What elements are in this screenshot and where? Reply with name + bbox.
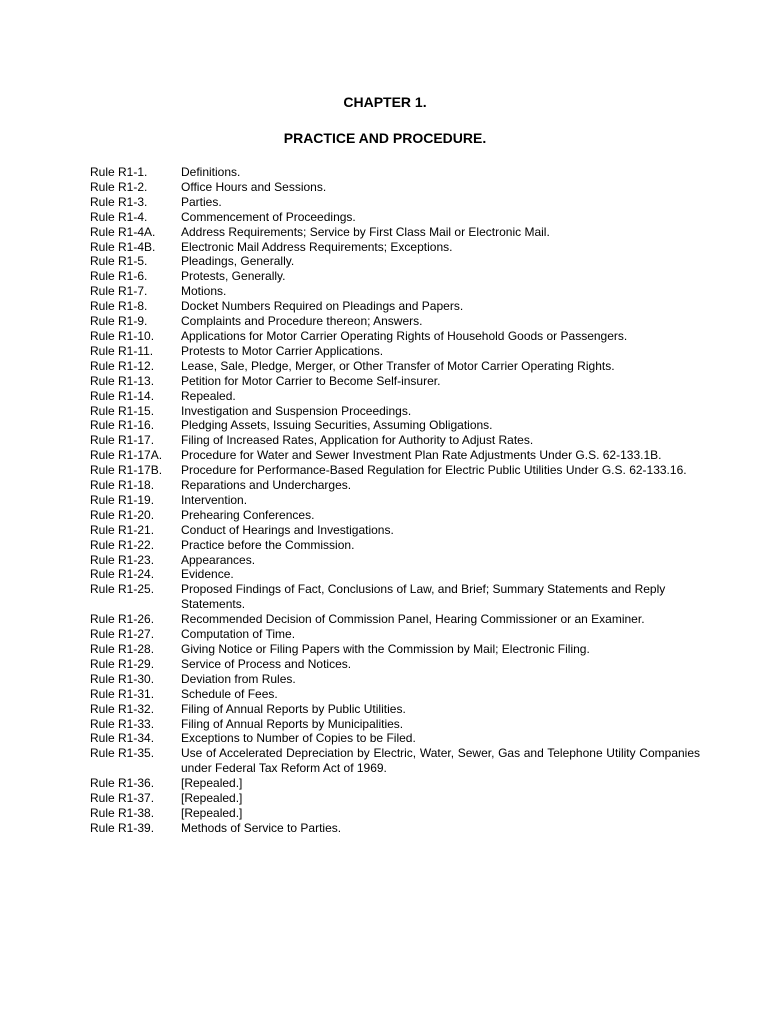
rule-title: Pledging Assets, Issuing Securities, Assuming Obligations. — [181, 418, 493, 433]
rule-title: Conduct of Hearings and Investigations. — [181, 522, 394, 537]
rule-entry — [90, 776, 700, 791]
rule-entry — [90, 404, 700, 419]
rule-number: Rule R1-5. — [90, 254, 148, 269]
rule-title: Complaints and Procedure thereon; Answers. — [181, 314, 423, 329]
rule-entry — [90, 463, 700, 478]
rule-number: Rule R1-4. — [90, 209, 148, 224]
rule-title: Proposed Findings of Fact, Conclusions of Law, and Brief; Summary Statements and Reply Statements. — [181, 582, 666, 612]
rule-title: [Repealed.] — [181, 805, 243, 820]
rule-entry — [90, 672, 700, 687]
rule-entry — [90, 791, 700, 806]
rule-entry — [90, 538, 700, 553]
rule-number: Rule R1-26. — [90, 612, 155, 627]
rule-entry — [90, 284, 700, 299]
rule-entry — [90, 806, 700, 821]
rule-entry — [90, 314, 700, 329]
rule-title: Protests, Generally. — [181, 269, 286, 284]
rule-entry — [90, 553, 700, 568]
rule-entry — [90, 195, 700, 210]
rule-entry — [90, 523, 700, 538]
rule-title: Applications for Motor Carrier Operating Rights of Household Goods or Passengers. — [181, 328, 628, 343]
rule-entry — [90, 389, 700, 404]
rule-number: Rule R1-2. — [90, 179, 148, 194]
rule-number: Rule R1-11. — [90, 343, 154, 358]
rule-entry — [90, 180, 700, 195]
rule-entry — [90, 478, 700, 493]
rule-title: Computation of Time. — [181, 627, 296, 642]
rule-number: Rule R1-6. — [90, 269, 148, 284]
rule-number: Rule R1-16. — [90, 418, 155, 433]
rule-title: Definitions. — [181, 165, 241, 179]
rule-number: Rule R1-15. — [90, 403, 155, 418]
rule-title: Electronic Mail Address Requirements; Exceptions. — [181, 239, 453, 254]
rule-title: Commencement of Proceedings. — [181, 209, 356, 224]
rule-title: Investigation and Suspension Proceedings. — [181, 403, 412, 418]
rule-entry — [90, 746, 700, 776]
rule-entry — [90, 627, 700, 642]
rule-number: Rule R1-17. — [90, 433, 155, 448]
rule-entry — [90, 687, 700, 702]
rule-title: Lease, Sale, Pledge, Merger, or Other Transfer of Motor Carrier Operating Rights. — [181, 358, 615, 373]
rule-entry — [90, 344, 700, 359]
rule-title: Use of Accelerated Depreciation by Electric, Water, Sewer, Gas and Telephone Utility Companies under Federal Tax Reform Act of 1969. — [181, 746, 700, 776]
rule-number: Rule R1-33. — [90, 716, 155, 731]
rule-number: Rule R1-25. — [90, 582, 155, 597]
rule-entry — [90, 821, 700, 836]
rule-title: Methods of Service to Parties. — [181, 820, 342, 835]
rule-title: Schedule of Fees. — [181, 686, 278, 701]
rule-number: Rule R1-13. — [90, 373, 155, 388]
rule-number: Rule R1-3. — [90, 194, 148, 209]
rule-entry — [90, 269, 700, 284]
rule-title: Filing of Annual Reports by Public Utilities. — [181, 701, 406, 716]
rule-number: Rule R1-1. — [90, 165, 148, 179]
rule-entry — [90, 731, 700, 746]
rule-title: Procedure for Water and Sewer Investment Plan Rate Adjustments Under G.S. 62-133.1B. — [181, 448, 662, 463]
rule-title: Address Requirements; Service by First Class Mail or Electronic Mail. — [181, 224, 550, 239]
rule-number: Rule R1-17A. — [90, 448, 163, 463]
rule-number: Rule R1-34. — [90, 731, 155, 746]
rule-number: Rule R1-37. — [90, 791, 155, 806]
rule-number: Rule R1-29. — [90, 656, 155, 671]
rule-entry — [90, 717, 700, 732]
rule-title: Intervention. — [181, 492, 248, 507]
rule-title: [Repealed.] — [181, 776, 243, 791]
rule-number: Rule R1-17B. — [90, 463, 163, 478]
rule-number: Rule R1-23. — [90, 552, 155, 567]
rule-title: Giving Notice or Filing Papers with the Commission by Mail; Electronic Filing. — [181, 642, 590, 656]
rule-entry — [90, 165, 700, 180]
rule-number: Rule R1-36. — [90, 776, 155, 791]
rule-entry — [90, 299, 700, 314]
rule-entry — [90, 493, 700, 508]
rule-number: Rule R1-14. — [90, 388, 155, 403]
rule-title: Parties. — [181, 194, 222, 209]
rule-title: Exceptions to Number of Copies to be Filed. — [181, 731, 416, 746]
rule-number: Rule R1-30. — [90, 671, 155, 686]
rule-number: Rule R1-8. — [90, 299, 148, 314]
rule-entry — [90, 240, 700, 255]
rule-number: Rule R1-9. — [90, 314, 148, 329]
rule-number: Rule R1-21. — [90, 522, 155, 537]
rule-title: Prehearing Conferences. — [181, 507, 315, 522]
rule-number: Rule R1-24. — [90, 567, 155, 582]
rule-entry — [90, 254, 700, 269]
rule-entry — [90, 374, 700, 389]
rule-title: Reparations and Undercharges. — [181, 478, 352, 493]
rule-number: Rule R1-10. — [90, 328, 155, 343]
rule-entry — [90, 508, 700, 523]
rule-title: Service of Process and Notices. — [181, 656, 352, 671]
rule-entry — [90, 582, 700, 612]
rule-title: Repealed. — [181, 388, 236, 403]
rule-number: Rule R1-20. — [90, 507, 155, 522]
rule-number: Rule R1-27. — [90, 627, 155, 642]
rule-entry — [90, 359, 700, 374]
rule-number: Rule R1-38. — [90, 805, 155, 820]
rule-title: Office Hours and Sessions. — [181, 179, 327, 194]
rule-entry — [90, 225, 700, 240]
chapter-title: CHAPTER 1. — [343, 94, 427, 110]
rule-title: Evidence. — [181, 567, 234, 582]
rule-number: Rule R1-28. — [90, 642, 155, 656]
rule-entry — [90, 210, 700, 225]
rule-entry — [90, 612, 700, 627]
rule-title: [Repealed.] — [181, 791, 243, 806]
rule-number: Rule R1-19. — [90, 492, 155, 507]
chapter-subtitle: PRACTICE AND PROCEDURE. — [283, 130, 487, 146]
rule-entry — [90, 433, 700, 448]
rule-number: Rule R1-18. — [90, 478, 155, 493]
rule-entry — [90, 702, 700, 717]
rule-number: Rule R1-22. — [90, 537, 155, 552]
rule-title: Filing of Annual Reports by Municipalities. — [181, 716, 404, 731]
rule-title: Practice before the Commission. — [181, 537, 355, 552]
rule-number: Rule R1-4B. — [90, 239, 156, 254]
rule-title: Appearances. — [181, 552, 256, 567]
rule-entry — [90, 418, 700, 433]
rule-entry — [90, 657, 700, 672]
rule-title: Motions. — [181, 284, 227, 299]
rule-number: Rule R1-7. — [90, 284, 148, 299]
rule-title: Deviation from Rules. — [181, 671, 296, 686]
rule-title: Filing of Increased Rates, Application for Authority to Adjust Rates. — [181, 433, 534, 448]
rule-title: Docket Numbers Required on Pleadings and Papers. — [181, 299, 464, 314]
rule-entry — [90, 448, 700, 463]
rule-number: Rule R1-31. — [90, 686, 155, 701]
rule-entry — [90, 567, 700, 582]
rule-title: Pleadings, Generally. — [181, 254, 295, 269]
rules-list — [90, 165, 700, 836]
rule-number: Rule R1-32. — [90, 701, 155, 716]
rule-title: Recommended Decision of Commission Panel, Hearing Commissioner or an Examiner. — [181, 612, 645, 627]
rule-title: Petition for Motor Carrier to Become Self-insurer. — [181, 373, 441, 388]
rule-number: Rule R1-12. — [90, 358, 155, 373]
rule-number: Rule R1-39. — [90, 820, 155, 835]
rule-number: Rule R1-4A. — [90, 224, 156, 239]
rule-title: Procedure for Performance-Based Regulation for Electric Public Utilities Under G.S. 62-133.16. — [181, 463, 687, 478]
rule-title: Protests to Motor Carrier Applications. — [181, 343, 384, 358]
rule-entry — [90, 329, 700, 344]
rule-entry — [90, 642, 700, 657]
rule-number: Rule R1-35. — [90, 746, 155, 761]
